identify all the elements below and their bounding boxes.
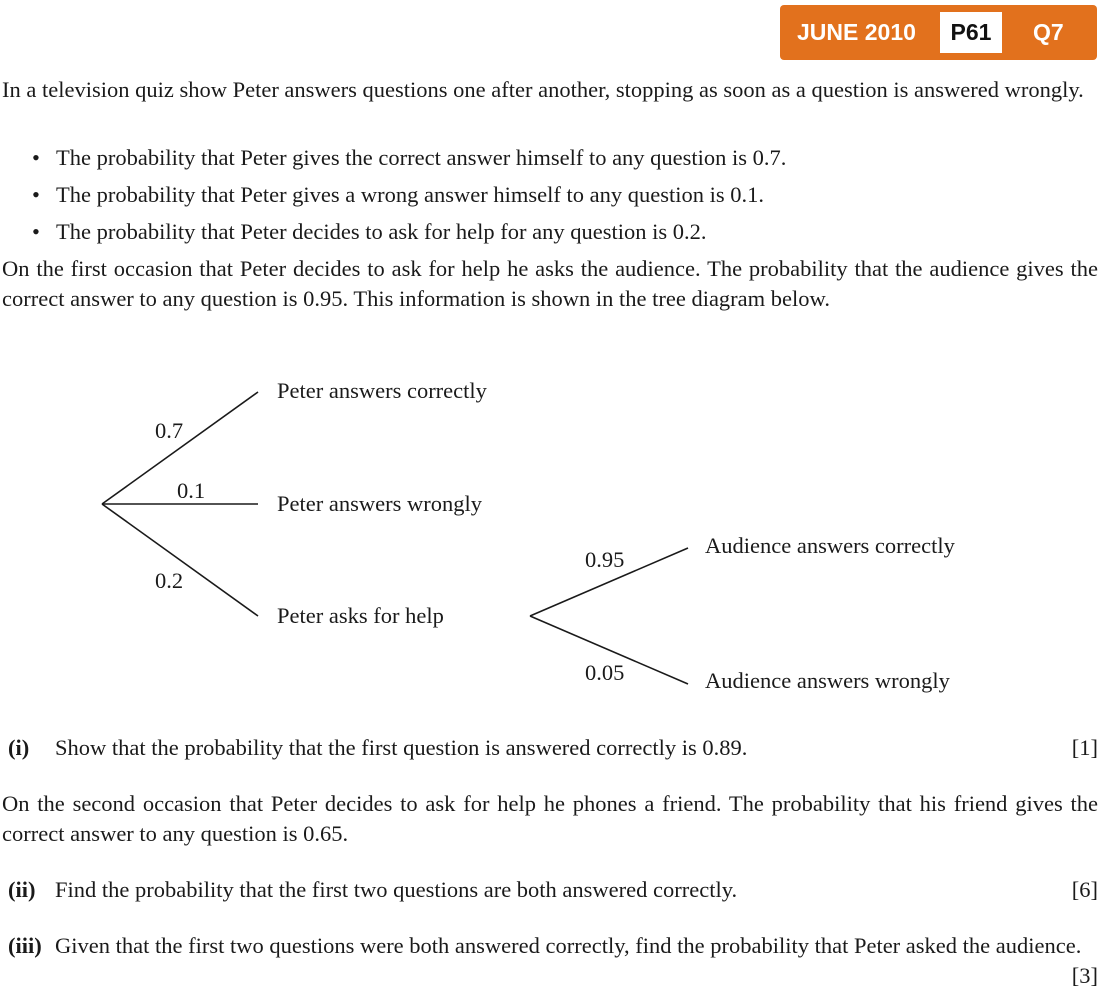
bullet-icon: • xyxy=(32,219,40,244)
marks: [1] xyxy=(1071,735,1098,760)
question-reference-badge xyxy=(780,5,1097,60)
prob-audience-wrong: 0.05 xyxy=(585,660,625,685)
exam-session: JUNE 2010 xyxy=(797,19,916,45)
part-text: Find the probability that the first two questions are both answered correctly. xyxy=(55,877,738,902)
part-number: (ii) xyxy=(8,877,36,902)
question-part-ii xyxy=(8,875,1098,905)
question-part-iii xyxy=(8,931,1098,991)
bullet-item: • The probability that Peter gives a wrong answer himself to any question is 0.1. xyxy=(32,180,764,210)
part-text: Show that the probability that the first question is answered correctly is 0.89. xyxy=(55,735,748,760)
outcome-peter-correct: Peter answers correctly xyxy=(277,378,487,403)
outcome-audience-wrong: Audience answers wrongly xyxy=(705,668,950,693)
tree-diagram xyxy=(0,360,1100,710)
marks: [3] xyxy=(1071,963,1098,988)
friend-paragraph: On the second occasion that Peter decides to ask for help he phones a friend. The probability that his friend gives the correct answer to any question is 0.65. xyxy=(2,791,1098,846)
part-text: Given that the first two questions were both answered correctly, find the probability that Peter asked the audience. xyxy=(55,933,1082,958)
part-number: (iii) xyxy=(8,933,42,958)
paper-code: P61 xyxy=(940,12,1002,53)
intro-paragraph: In a television quiz show Peter answers questions one after another, stopping as soon as a question is answered wrongly. xyxy=(2,77,1084,102)
bullet-icon: • xyxy=(32,145,40,170)
prob-peter-help: 0.2 xyxy=(155,568,184,593)
bullet-item: • The probability that Peter gives the correct answer himself to any question is 0.7. xyxy=(32,143,786,173)
marks: [6] xyxy=(1071,877,1098,902)
prob-peter-wrong: 0.1 xyxy=(177,478,206,503)
bullet-icon: • xyxy=(32,182,40,207)
outcome-audience-correct: Audience answers correctly xyxy=(705,533,955,558)
outcome-peter-wrong: Peter answers wrongly xyxy=(277,491,482,516)
prob-audience-correct: 0.95 xyxy=(585,547,625,572)
prob-peter-correct: 0.7 xyxy=(155,418,184,443)
audience-paragraph: On the first occasion that Peter decides to ask for help he asks the audience. The probability that the audience gives the correct answer to any question is 0.95. This information is shown in the tree diagram below. xyxy=(2,256,1098,311)
part-number: (i) xyxy=(8,735,30,760)
question-number: Q7 xyxy=(1033,19,1064,45)
outcome-peter-help: Peter asks for help xyxy=(277,603,444,628)
branch-peter-help xyxy=(102,504,258,616)
bullet-item: • The probability that Peter decides to ask for help for any question is 0.2. xyxy=(32,217,706,247)
question-part-i xyxy=(8,733,1098,763)
